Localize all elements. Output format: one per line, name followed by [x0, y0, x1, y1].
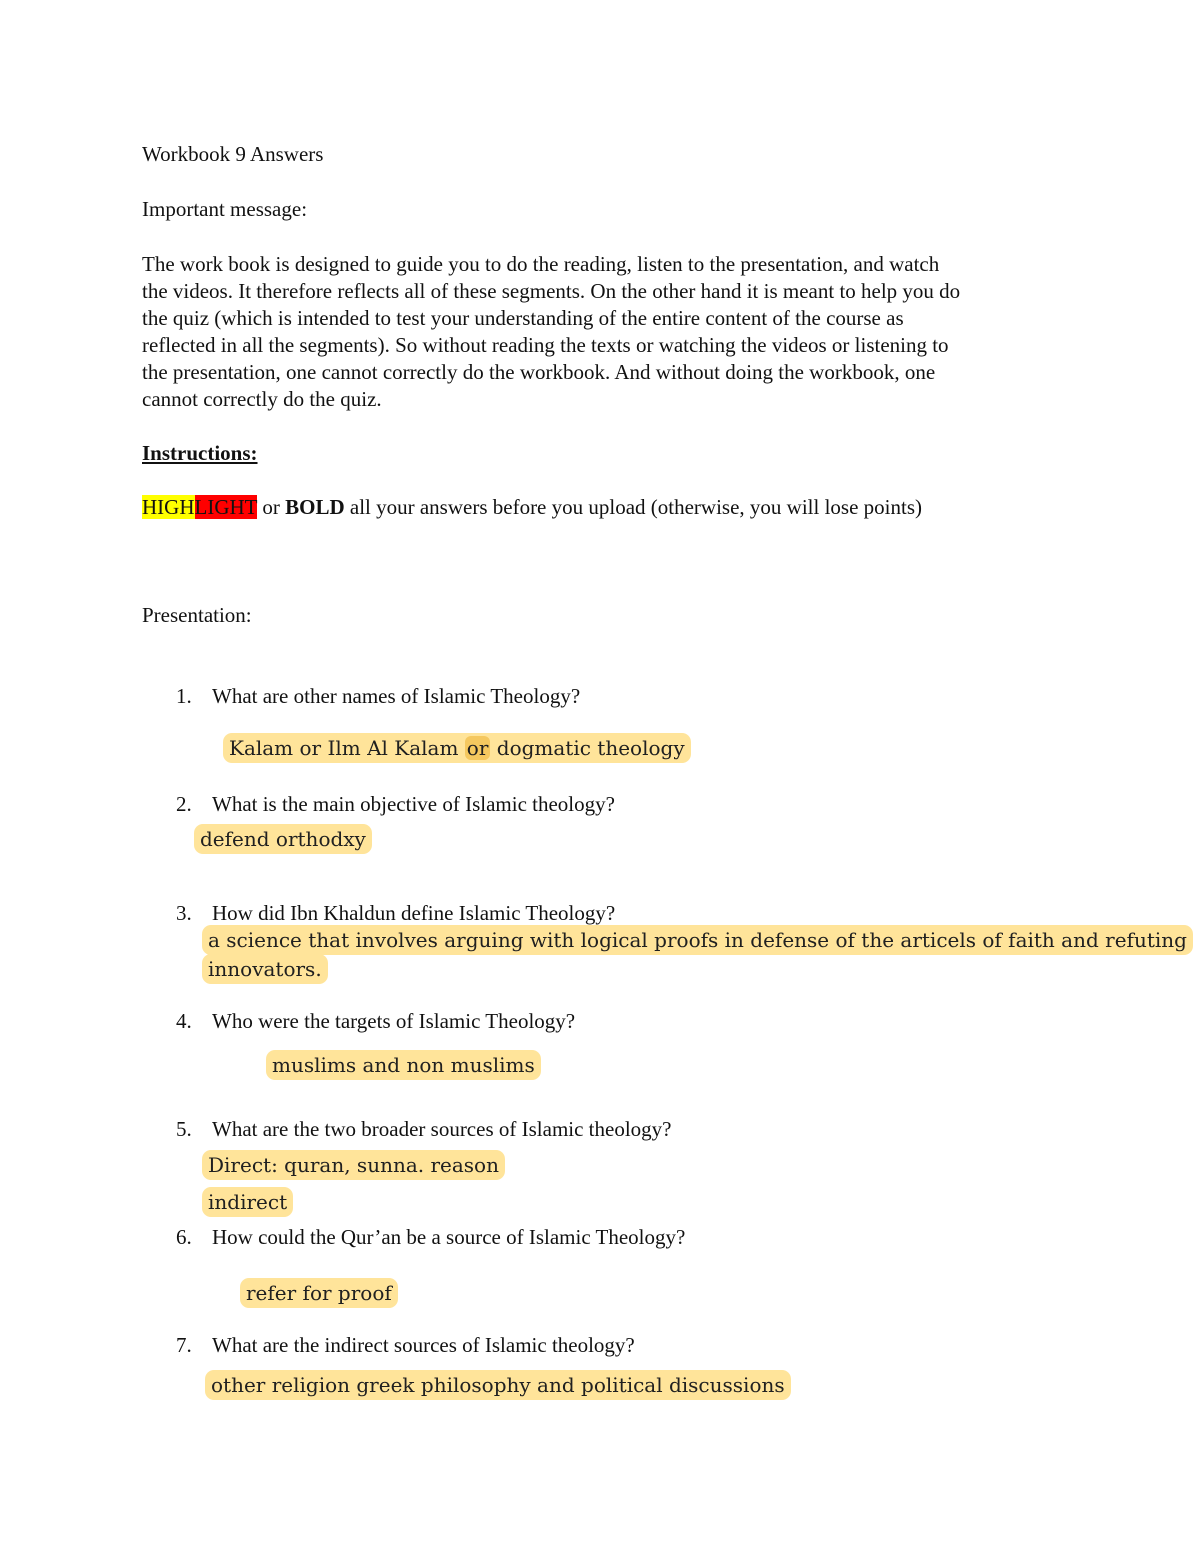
question-6 [176, 1224, 685, 1251]
question-3 [176, 900, 615, 927]
question-text: What are other names of Islamic Theology? [212, 684, 581, 708]
question-7 [176, 1332, 635, 1359]
instruction-line [142, 494, 922, 521]
section-heading: Presentation: [142, 603, 252, 627]
answer-3-line-2: innovators. [202, 954, 328, 984]
question-text: Who were the targets of Islamic Theology? [212, 1009, 576, 1033]
answer-7: other religion greek philosophy and political discussions [205, 1370, 791, 1400]
question-text: How did Ibn Khaldun define Islamic Theology? [212, 901, 616, 925]
answer-2: defend orthodxy [194, 824, 372, 854]
question-1 [176, 683, 580, 710]
question-5 [176, 1116, 672, 1143]
instruction-or: or [257, 495, 286, 519]
instructions-heading: Instructions: [142, 441, 258, 465]
answer-1: Kalam or Ilm Al Kalam or dogmatic theology [223, 733, 691, 763]
highlight-red-text: LIGHT [194, 495, 258, 519]
message-line: the videos. It therefore reflects all of these segments. On the other hand it is meant to help you do [142, 279, 961, 303]
question-text: What are the indirect sources of Islamic theology? [212, 1333, 635, 1357]
question-number: 5. [176, 1117, 192, 1141]
message-line: the presentation, one cannot correctly do the workbook. And without doing the workbook, one [142, 360, 936, 384]
highlight-yellow-text: HIGH [142, 495, 195, 519]
document-title: Workbook 9 Answers [142, 142, 324, 166]
question-number: 7. [176, 1333, 192, 1357]
question-number: 6. [176, 1225, 192, 1249]
question-number: 1. [176, 684, 192, 708]
question-2 [176, 791, 615, 818]
answer-3-line-1: a science that involves arguing with logical proofs in defense of the articels of faith and refuting [202, 925, 1193, 955]
question-text: What are the two broader sources of Islamic theology? [212, 1117, 672, 1141]
question-text: What is the main objective of Islamic theology? [212, 792, 615, 816]
question-number: 4. [176, 1009, 192, 1033]
message-line: reflected in all the segments). So without reading the texts or watching the videos or listening to [142, 333, 949, 357]
answer-4: muslims and non muslims [266, 1050, 541, 1080]
important-heading: Important message: [142, 197, 308, 221]
instruction-bold: BOLD [285, 495, 345, 519]
answer-6: refer for proof [240, 1278, 398, 1308]
question-number: 3. [176, 901, 192, 925]
answer-5-line-1: Direct: quran, sunna. reason [202, 1150, 505, 1180]
message-line: cannot correctly do the quiz. [142, 387, 382, 411]
question-text: How could the Qur’an be a source of Islamic Theology? [212, 1225, 686, 1249]
important-message [142, 251, 1072, 413]
instruction-rest: all your answers before you upload (otherwise, you will lose points) [344, 495, 923, 519]
answer-5-line-2: indirect [202, 1187, 293, 1217]
message-line: The work book is designed to guide you to do the reading, listen to the presentation, and watch [142, 252, 940, 276]
question-4 [176, 1008, 575, 1035]
message-line: the quiz (which is intended to test your understanding of the entire content of the course as [142, 306, 904, 330]
answer-1-emphasis: or [466, 736, 489, 760]
question-number: 2. [176, 792, 192, 816]
